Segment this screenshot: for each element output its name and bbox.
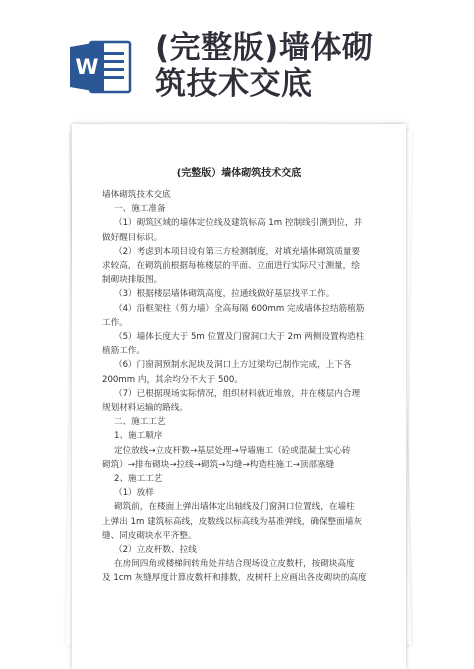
body-line: 制砌块排版图。: [102, 275, 163, 286]
page-fade-overlay: [72, 609, 406, 669]
body-line: 植筋工作。: [102, 346, 145, 357]
body-line: （3）根据楼层墙体砌筑高度，拉通线做好基层找平工作。: [114, 289, 335, 300]
body-line: 上弹出 1m 建筑标高线，皮数线以标高线为基准弹线，确保整面墙灰: [102, 516, 362, 527]
body-line: （6）门窗洞预制水泥块及洞口上方过梁均已制作完成，上下各: [114, 360, 352, 371]
body-line: （7）已根据现场实际情况，组织材料就近堆放，并在楼层内合理: [114, 388, 361, 399]
document-page: [72, 124, 406, 669]
body-line: 二、施工工艺: [114, 417, 166, 428]
body-line: 砌筑前，在楼面上弹出墙体定出轴线及门窗洞口位置线，在墙柱: [114, 502, 355, 513]
body-line: 在房间四角或楼梯间转角处并结合现场设立皮数杆，按砌块高度: [114, 559, 355, 570]
body-line: 做好醒目标识。: [102, 232, 163, 243]
body-line: 一、施工准备: [114, 204, 166, 215]
body-line: 定位放线→立皮杆数→基层处理→导墙施工（砼或混凝土实心砖: [114, 445, 351, 456]
body-line: （2）考虑到本项目设有第三方检测制度，对填充墙体砌筑质量要: [114, 246, 361, 257]
body-line: 200mm 内，其余均分不大于 500。: [102, 374, 243, 385]
body-line: （5）墙体长度大于 5m 位置及门窗洞口大于 2m 两侧设置构造柱: [114, 332, 365, 343]
title-line-1: (完整版)墙体砌: [155, 30, 374, 66]
body-line: 求较高，在砌筑前根据每栋楼层的平面、立面进行实际尺寸测量，绘: [102, 261, 360, 272]
body-line: 缝、同皮砌块水平齐整。: [102, 530, 197, 541]
document-body: [102, 188, 382, 586]
document-title-heading: [155, 30, 465, 102]
body-line: 工作。: [102, 317, 128, 328]
body-line: 墙体砌筑技术交底: [102, 190, 171, 200]
body-line: 及 1cm 灰缝厚度计算皮数杆和排数，皮树杆上应画出各皮砌块的高度: [102, 573, 367, 584]
body-line: （1）放样: [114, 488, 154, 499]
header: [0, 0, 474, 118]
body-line: 1、施工顺序: [114, 431, 163, 442]
word-document-icon: [68, 38, 134, 96]
svg-text:W: W: [75, 55, 99, 79]
body-line: （1）砌筑区域的墙体定位线及建筑标高 1m 控制线引测到位，并: [114, 218, 363, 229]
body-line: （2）立皮杆数、拉线: [114, 545, 197, 556]
body-line: 2、施工工艺: [114, 474, 163, 485]
body-line: 规划材料运输的路线。: [102, 403, 188, 414]
document-title: (完整版）墙体砌筑技术交底: [176, 168, 302, 179]
body-line: （4）沿框架柱（剪力墙）全高每隔 600mm 完成墙体拉结筋植筋: [114, 303, 365, 314]
title-line-2: 筑技术交底: [155, 66, 313, 102]
body-line: 砌筑）→排布砌块→拉线→砌筑→勾缝→构造柱施工→顶部塞缝: [102, 459, 335, 470]
